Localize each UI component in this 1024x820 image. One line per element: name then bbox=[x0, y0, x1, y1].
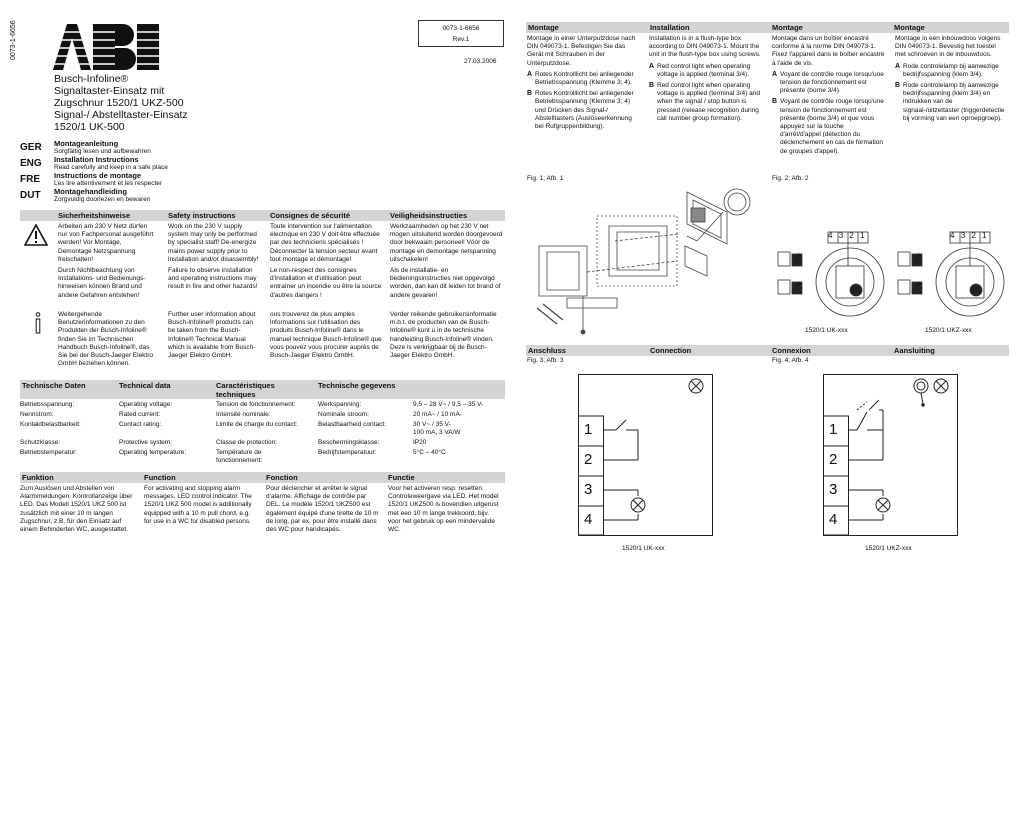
safety-info-nl: Verder reikende gebruikersinformatie m.b.t. de producten van de Busch-Infoline® kunt u in de technische handleiding Busch-Infoline® vinden. Deze is verkrijgbaar bij de Busch-Jaeger Elektro GmbH. bbox=[390, 311, 497, 360]
tech-row-contact-en: Contact rating: bbox=[119, 421, 162, 428]
safety-fr-col: Toute intervention sur l'alimentation électrique en 230 V doit être effectuée par des techniciens spécialisés ! Déconnecter la tension secteur avant tout montage et démontage! Le non-respect des consignes d'installation et d'utilisation peut entraîner un incendie ou être la source d'autres dangers ! bbox=[270, 223, 382, 299]
connection-header-nl: Aansluiting bbox=[894, 346, 935, 355]
montage-de-col: Montage in einer Unterputzdose nach DIN 049073-1. Befestigen Sie das Gerät mit Schrauben in der Unterputzdose. A Rotes Kontrolllicht bei anliegender Betriebsspannung (Klemme 3; 4). B Rotes Kontrolllicht bei anliegender Betriebsspannung (Klemme 3; 4) und Drücken des Signal-/ Abstelltasters (Auslöseerkennung bei Rufgruppenbildung). bbox=[527, 35, 636, 131]
fig3-caption: Fig. 3; Afb. 3 bbox=[527, 357, 564, 364]
fig3-terminal-3: 3 bbox=[584, 481, 593, 498]
safety-info-de: Weitergehende Benutzerinformationen zu den Produkten der Busch-Infoline® finden Sie im Technischen Handbuch Busch-Infoline®, das Sie bei der Busch-Jaeger Elektro GmbH beziehen können. bbox=[58, 311, 154, 368]
fig3-caption-product: 1520/1 UK-xxx bbox=[622, 545, 665, 552]
document-code-vertical: 0073-1-6656 bbox=[10, 20, 17, 60]
tech-row-temp-nl: Bedrijfstemperatuur: bbox=[318, 449, 377, 456]
safety-en-col: Work on the 230 V supply system may only be performed by specialist staff! De-energize mains power supply prior to installation and/or disassembly! Failure to observe installation and operating instructions may result in fire and other hazards! bbox=[168, 223, 259, 291]
tech-header-en: Technical data bbox=[119, 381, 171, 390]
lang-title-fre: Instructions de montage bbox=[54, 171, 142, 180]
tech-row-protection-de: Schutzklasse: bbox=[20, 439, 61, 446]
montage-header-nl: Montage bbox=[894, 23, 925, 32]
tech-row-temp-val: 5°C – 40°C bbox=[413, 449, 446, 456]
fig1-caption: Fig. 1; Afb. 1 bbox=[527, 175, 564, 182]
fig2-uk-caption: 1520/1 UK-xxx bbox=[805, 327, 848, 334]
lang-sub-dut: Zorgvuldig doorlezen en bewaren bbox=[54, 196, 151, 203]
tech-row-current-nl: Nominale stroom: bbox=[318, 411, 369, 418]
fig4-terminal-2: 2 bbox=[829, 451, 838, 468]
montage-nl-col: Montage in een inbouwdoos volgens DIN 049073-1. Bevestig het toestel met schroeven in de inbouwdoos. A Rode controlelamp bij aanwezige bedrijfsspanning (klem 3/4). B Rode controlelamp bij aanwezige bedrijfsspanning (klem 3/4) en indrukken van de signaal-/uitzettaster (triggerdetectie bij vorming van een oproepgroep). bbox=[895, 35, 1005, 122]
fig2-caption: Fig. 2; Afb. 2 bbox=[772, 175, 809, 182]
info-icon bbox=[33, 312, 43, 334]
lang-code-ger: GER bbox=[20, 142, 42, 153]
safety-header-en: Safety instructions bbox=[168, 211, 236, 220]
fig2-ukz-terminals: 4 3 2 1 bbox=[950, 231, 989, 240]
tech-row-contact-val: 30 V~ / 35 V- bbox=[413, 421, 451, 428]
tech-row-current-de: Nennstrom: bbox=[20, 411, 54, 418]
connection-header-fr: Connexion bbox=[772, 346, 811, 355]
function-header-bar bbox=[20, 472, 505, 483]
safety-de-col: Arbeiten am 230 V Netz dürfen nur von Fachpersonal ausgeführt werden! Vor Montage, Demontage Netzspannung freischalten! Durch Nichtbeachtung von Installations- und Bedienungs-hinweisen können Brand und andere Gefahren entstehen! bbox=[58, 223, 154, 299]
tech-row-contact-val2: 100 mA, 3 VA/W bbox=[413, 429, 461, 436]
fig1-installation-drawing bbox=[527, 186, 767, 336]
tech-row-current-en: Rated current: bbox=[119, 411, 161, 418]
abb-logo bbox=[53, 24, 171, 70]
tech-row-temp-fr2: fonctionnement: bbox=[216, 457, 263, 464]
tech-header-fr: Caractéristiques techniques bbox=[216, 381, 275, 399]
tech-row-current-fr: Intensité nominale: bbox=[216, 411, 271, 418]
lang-code-fre: FRE bbox=[20, 174, 40, 185]
safety-header-nl: Veiligheidsinstructies bbox=[390, 211, 468, 220]
fig2-uk-terminals: 4 3 2 1 bbox=[828, 231, 867, 240]
fig3-wiring-diagram bbox=[578, 374, 713, 536]
tech-row-contact-nl: Belastbaarheid contact: bbox=[318, 421, 386, 428]
tech-row-voltage-fr: Tension de fonctionnement: bbox=[216, 401, 296, 408]
fig2-uk-label-a: A bbox=[797, 281, 802, 288]
safety-nl-col: Werkzaamheden op het 230 V net mogen uitsluitend worden doorgevoerd door bekwaam personeel! Vóór de montage en demontage netspanning uitschakelen! Als de installatie- en bedieningsinstructies niet opgevolgd worden, dan kan dit leiden tot brand of andere gevaren! bbox=[390, 223, 503, 299]
fig3-terminal-2: 2 bbox=[584, 451, 593, 468]
safety-header-bar bbox=[20, 210, 505, 221]
tech-row-temp-fr: Température de bbox=[216, 449, 262, 456]
function-text-en: For activating and stopping alarm messages. LED control indicator. The 1520/1 UKZ 500 model is additionally equipped with a 10 m pull chord, e.g. for use in a WC for disabled persons. bbox=[144, 485, 252, 525]
fig4-terminal-4: 4 bbox=[829, 511, 838, 528]
function-header-fr: Fonction bbox=[266, 473, 298, 482]
tech-row-contact-fr: Limite de charge du contact: bbox=[216, 421, 298, 428]
montage-en-col: Installation is in a flush-type box according to DIN 049073-1. Mount the unit in the flush-type box using screws. A Red control light when operating voltage is applied (terminal 3/4). B Red control light when operating voltage is applied (terminal 3/4) and when the signal / stop button is pressed (release recognition during call number group formation). bbox=[649, 35, 761, 122]
function-header-en: Function bbox=[144, 473, 176, 482]
fig2-ukz-label-a: A bbox=[917, 281, 922, 288]
tech-header-nl: Technische gegevens bbox=[318, 381, 396, 390]
safety-info-en: Further user information about Busch-Infoline® products can be taken from the Busch-Infoline® Technical Manual which is available from Busch-Jaeger Elektro GmbH. bbox=[168, 311, 256, 360]
montage-header-fr: Montage bbox=[772, 23, 803, 32]
lang-sub-ger: Sorgfältig lesen und aufbewahren bbox=[54, 148, 151, 155]
fig3-terminal-1: 1 bbox=[584, 421, 593, 438]
lang-sub-eng: Read carefully and keep in a safe place bbox=[54, 164, 168, 171]
fig4-terminal-1: 1 bbox=[829, 421, 838, 438]
montage-header-de: Montage bbox=[528, 23, 559, 32]
lang-title-dut: Montagehandleiding bbox=[54, 187, 127, 196]
tech-row-protection-en: Protective system: bbox=[119, 439, 173, 446]
function-text-fr: Pour déclencher et arrêter le signal d'alarme. Affichage de contrôle par DEL. Le modèle 1520/1 UKZ500 est également équipé d'une tirette de 10 m de long, par ex. pour être installé dans des WC pour handicapés. bbox=[266, 485, 379, 534]
function-header-nl: Functie bbox=[388, 473, 415, 482]
lang-title-ger: Montageanleitung bbox=[54, 139, 119, 148]
lang-title-eng: Installation Instructions bbox=[54, 155, 139, 164]
product-title: Busch-Infoline® Signaltaster-Einsatz mit Zugschnur 1520/1 UKZ-500 Signal-/ Abstelltaster-Einsatz 1520/1 UK-500 bbox=[54, 73, 188, 133]
lang-code-eng: ENG bbox=[20, 158, 42, 169]
tech-row-voltage-en: Operating voltage: bbox=[119, 401, 173, 408]
fig3-terminal-4: 4 bbox=[584, 511, 593, 528]
connection-header-en: Connection bbox=[650, 346, 692, 355]
document-date: 27.03.2006 bbox=[464, 58, 497, 65]
tech-row-protection-fr: Classe de protection: bbox=[216, 439, 278, 446]
safety-info-fr: ous trouverez de plus amples informations sur l'utilisation des produits Busch-Infoline® dans le manuel technique Busch-Infoline® que vous pouvez vous procurer auprès de Busch-Jaeger Elektro GmbH. bbox=[270, 311, 382, 360]
fig4-caption: Fig. 4; Afb. 4 bbox=[772, 357, 809, 364]
tech-row-protection-val: IP20 bbox=[413, 439, 427, 446]
fig4-caption-product: 1520/1 UKZ-xxx bbox=[865, 545, 912, 552]
fig2-uk-label-b: B bbox=[797, 253, 802, 260]
montage-header-bar bbox=[526, 22, 1009, 33]
tech-row-temp-de: Betriebstemperatur: bbox=[20, 449, 78, 456]
lang-sub-fre: Les lire attentivement et les respecter bbox=[54, 180, 163, 187]
warning-icon bbox=[24, 224, 48, 246]
tech-row-voltage-de: Betriebsspannung: bbox=[20, 401, 75, 408]
tech-row-voltage-nl: Werkspanning: bbox=[318, 401, 362, 408]
tech-row-voltage-val: 9,5 – 28 V~ / 9,5 – 35 V- bbox=[413, 401, 484, 408]
tech-header-de: Technische Daten bbox=[22, 381, 86, 390]
fig4-terminal-3: 3 bbox=[829, 481, 838, 498]
function-text-nl: Voor het activeren resp. resetten. Controleweergave via LED. Het model 1520/1 UKZ500 is bovendien uitgerust met een 10 m lange trekkoord, bijv. voor het gebruik op een mindervalide WC. bbox=[388, 485, 499, 534]
montage-fr-col: Montage dans un boîtier encastré conforme à la norme DIN 049073-1. Fixez l'appareil dans le boîtier encastré à l'aide de vis. A Voyant de contrôle rouge lorsqu'une tension de fonctionnement est présente (borne 3/4). B Voyant de contrôle rouge lorsqu'une tension de fonctionnement est présente (borne 3/4) et que vous appuyez sur la touche d'arrêt/d'appel (détection du déclenchement en cas de formation de groupes d'appel). bbox=[772, 35, 885, 155]
function-text-de: Zum Auslösen und Abstellen von Alarmmeldungen. Kontrollanzeige über LED. Das Modell 1520/1 UKZ 500 ist zusätzlich mit einer 10 m langen Zugschnur, z.B. für den Einsatz auf einem Behinderten WC, ausgestattet. bbox=[20, 485, 133, 534]
lang-code-dut: DUT bbox=[20, 190, 41, 201]
montage-header-en: Installation bbox=[650, 23, 690, 32]
safety-header-de: Sicherheitshinweise bbox=[58, 211, 131, 220]
tech-row-protection-nl: Beschermingsklasse: bbox=[318, 439, 380, 446]
tech-row-contact-de: Kontaktbelastbarkeit: bbox=[20, 421, 81, 428]
document-id-box: 0073-1-6656 Rev.1 bbox=[418, 20, 504, 47]
fig2-ukz-caption: 1520/1 UKZ-xxx bbox=[925, 327, 972, 334]
connection-header-bar bbox=[526, 345, 1009, 356]
fig2-terminal-drawing bbox=[770, 230, 1010, 338]
fig4-wiring-diagram bbox=[823, 374, 958, 536]
fig2-ukz-label-b: B bbox=[917, 253, 922, 260]
tech-header-bar bbox=[20, 380, 505, 399]
safety-header-fr: Consignes de sécurité bbox=[270, 211, 351, 220]
function-header-de: Funktion bbox=[22, 473, 54, 482]
connection-header-de: Anschluss bbox=[528, 346, 566, 355]
tech-row-current-val: 20 mA~ / 10 mA- bbox=[413, 411, 462, 418]
tech-row-temp-en: Operating temperature: bbox=[119, 449, 187, 456]
